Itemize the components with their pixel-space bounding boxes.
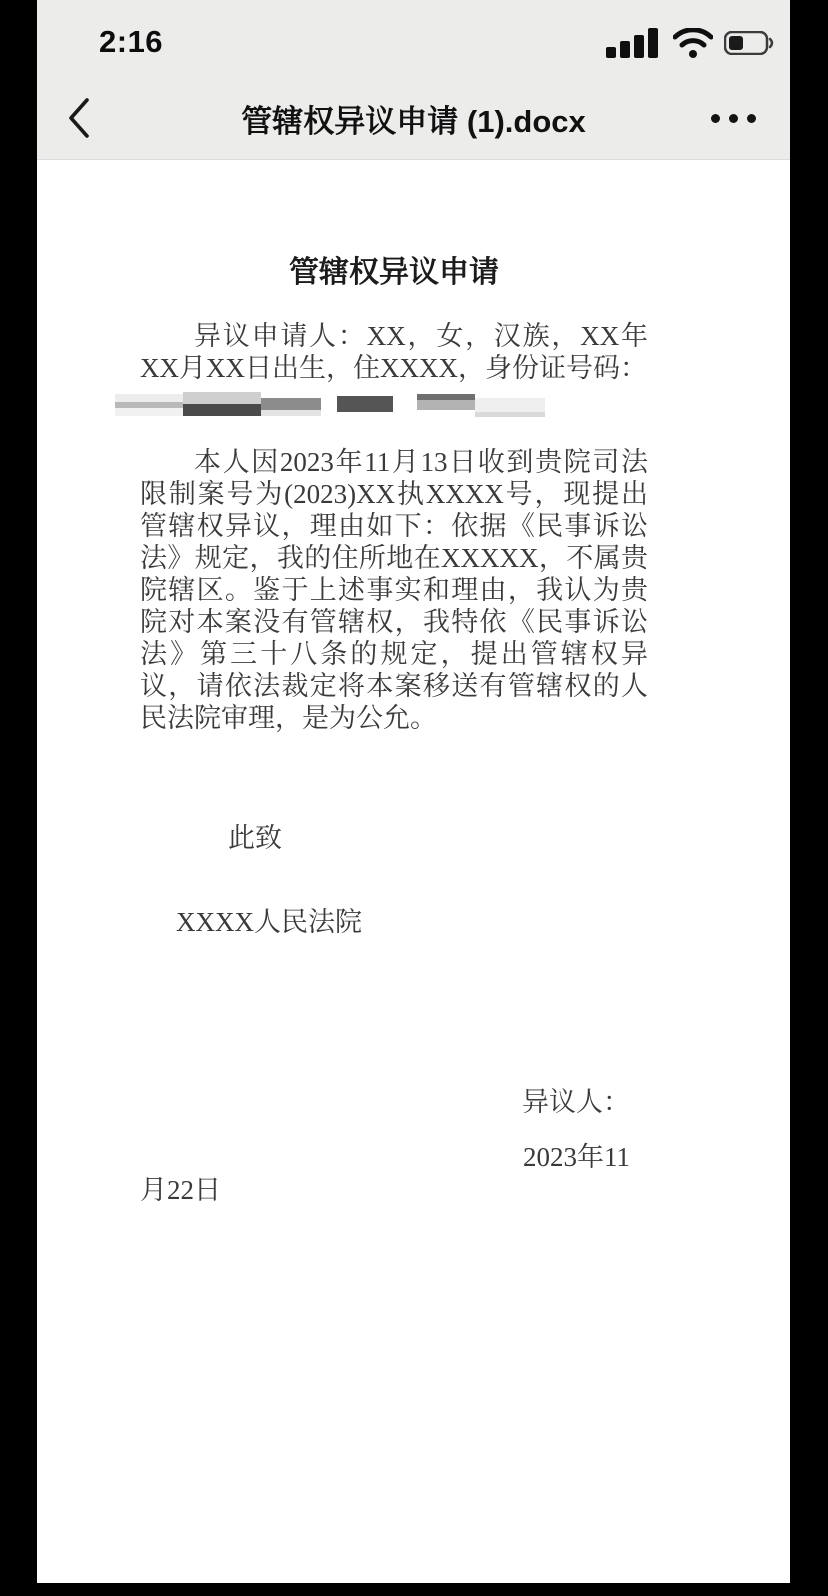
nav-bar [37,72,790,160]
closing-salute: 此致 [228,823,282,853]
signal-icon [606,28,662,58]
redaction-block [475,398,545,412]
redaction-block [417,400,475,410]
back-button[interactable] [51,90,107,146]
document-content [140,160,648,1207]
chevron-left-icon [68,97,90,139]
ellipsis-icon [729,114,738,123]
redacted-id-strip [115,390,545,422]
redaction-block [115,408,183,416]
redaction-block [261,398,321,410]
redaction-block [183,392,261,404]
app-header [37,0,790,160]
status-icons [606,26,774,60]
signature-label: 异议人： [522,1087,630,1117]
battery-icon [724,31,774,55]
redaction-block [115,394,183,402]
status-bar [37,0,790,72]
document-title: 管辖权异议申请 [289,256,499,289]
document-filename-title: 管辖权异议申请 (1).docx [241,104,586,139]
status-time: 2:16 [99,24,164,59]
document-page[interactable] [37,160,790,1583]
ellipsis-icon [747,114,756,123]
wifi-icon [673,28,713,58]
app-viewport [37,0,790,1583]
redaction-block [261,410,321,416]
redaction-block [183,404,261,416]
body-paragraph: 本人因2023年11月13日收到贵院司法限制案号为(2023)XX执XXXX号，现提出管辖权异议，理由如下：依据《民事诉讼法》规定，我的住所地在XXXXX，不属贵院辖区。鉴于上述事实和理由，我认为贵院对本案没有管辖权，我特依《民事诉讼法》第三十八条的规定，提出管辖权异议，请依法裁定将本案移送有管辖权的人民法院审理，是为公允。 [140,447,648,733]
more-menu-button[interactable] [694,94,772,142]
signature-date: 2023年11月22日 [140,1142,630,1205]
closing-court: XXXX人民法院 [176,907,362,937]
applicant-paragraph: 异议申请人：XX，女，汉族，XX年XX月XX日出生，住XXXX，身份证号码： [140,321,648,383]
ellipsis-icon [711,114,720,123]
redaction-block [337,396,393,412]
redaction-block [475,412,545,417]
